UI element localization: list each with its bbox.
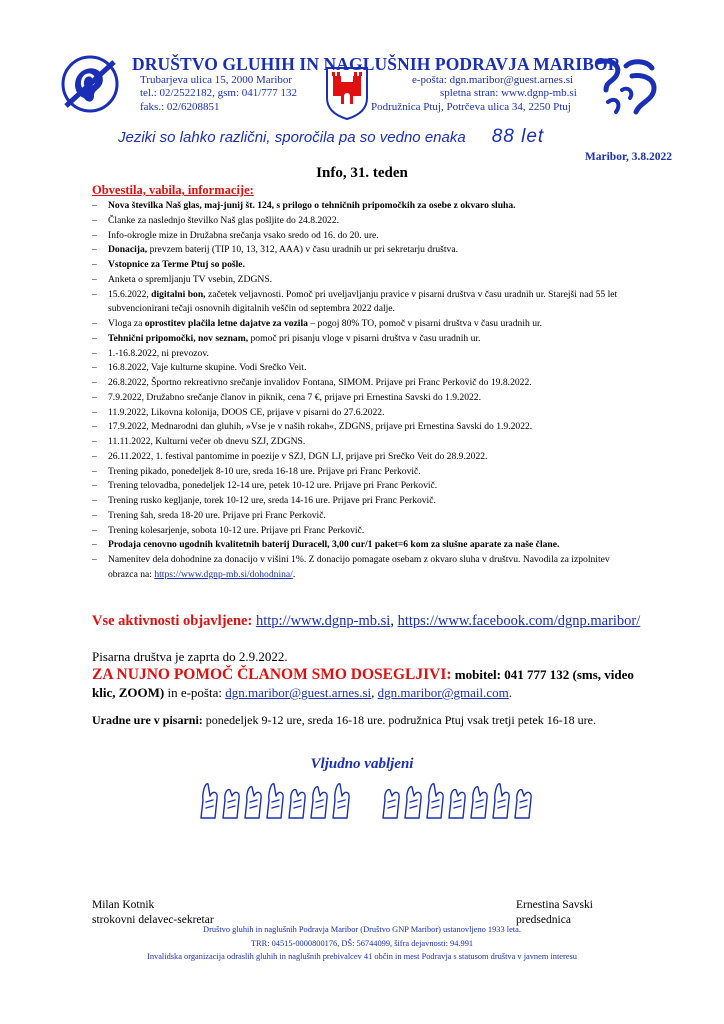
item-text: začetek veljavnosti. Pomoč pri uveljavljanju pravice v pisarni društva v času uradnih ur. Starejši nad 55 let subvencionirani tečaji osnovnih digitalnih veščin od septembra 2022 dalje. xyxy=(108,288,618,315)
list-item xyxy=(92,288,637,318)
list-item xyxy=(92,376,637,391)
list-item xyxy=(92,199,637,214)
hand-sign-icon xyxy=(383,790,399,818)
list-item xyxy=(92,479,637,494)
section-heading: Obvestila, vabila, informacije: xyxy=(92,183,254,197)
fingerspelling-hands-icon xyxy=(197,778,535,822)
announcements-list xyxy=(92,199,637,583)
greeting: Vljudno vabljeni xyxy=(310,756,414,772)
document-date: Maribor, 3.8.2022 xyxy=(584,151,672,163)
list-item xyxy=(92,553,637,583)
item-text: Trening telovadba, ponedeljek 12-14 ure, petek 10-12 ure. Prijave pri Franc Perkovič. xyxy=(108,480,438,492)
hand-finger-line xyxy=(476,800,483,808)
hand-finger-line xyxy=(454,800,461,808)
hand-sign-icon xyxy=(405,787,421,818)
list-item xyxy=(92,538,637,553)
item-bold-text: digitalni bon, xyxy=(151,288,206,300)
link-separator: , xyxy=(390,613,398,629)
list-item xyxy=(92,494,637,509)
footer-line-1: Društvo gluhih in naglušnih Podravja Maribor (Društvo GNP Maribor) ustanovljeno 1933 leta. xyxy=(203,925,521,934)
email-end: . xyxy=(508,685,513,700)
item-bold-text: Vstopnice za Terme Ptuj so pošle. xyxy=(108,259,245,270)
list-item xyxy=(92,406,637,421)
hand-finger-line xyxy=(250,800,257,808)
list-item xyxy=(92,524,637,539)
hand-finger-line xyxy=(338,800,345,808)
hand-finger-line xyxy=(388,800,395,808)
page-title: Info, 31. teden xyxy=(316,165,408,181)
urgent-email-prefix: in e-pošta: xyxy=(164,685,226,700)
hand-finger-line xyxy=(520,800,527,808)
signatory-left-name: Milan Kotnik xyxy=(92,899,155,911)
urgent-heading: ZA NUJNO POMOČ ČLANOM SMO DOSEGLJIVI: xyxy=(92,666,452,683)
header-email: e-pošta: dgn.maribor@guest.arnes.si xyxy=(412,74,574,86)
list-item xyxy=(92,391,637,406)
item-bold-text: Donacija, xyxy=(108,244,148,256)
list-item xyxy=(92,214,637,229)
hand-sign-icon xyxy=(449,790,465,818)
footer-line-3: Invalidska organizacija odraslih gluhih in naglušnih prebivalcev 41 občin in mest Podravja s statusom društva v javnem interesu xyxy=(147,952,577,961)
hand-finger-line xyxy=(432,800,439,808)
hand-sign-icon xyxy=(471,787,487,818)
item-bold-text: Nova številka Naš glas, maj-junij št. 124, s prilogo o tehničnih pripomočkih za osebe z okvaro sluha. xyxy=(108,200,516,211)
item-bold-text: Prodaja cenovno ugodnih kvalitetnih baterij Duracell, 3,00 cur/1 paket=6 kom za slušne aparate za naše člane. xyxy=(108,539,560,551)
hand-finger-line xyxy=(272,800,279,808)
dohodnina-link[interactable]: https://www.dgnp-mb.si/dohodnina/ xyxy=(154,568,293,580)
item-text: – pogoj 80% TO, pomoč v pisarni društva v času uradnih ur. xyxy=(307,318,543,329)
hand-sign-icon xyxy=(311,787,327,818)
hand-sign-icon xyxy=(223,790,239,818)
list-item xyxy=(92,317,637,332)
hand-sign-icon xyxy=(515,790,531,818)
item-text: 17.9.2022, Mednarodni dan gluhih, »Vse je v naših rokah«, ZDGNS, prijave pri Ernestina Savski do 1.9.2022. xyxy=(108,421,533,433)
email-separator: , xyxy=(371,685,378,700)
anniversary-years: 88 let xyxy=(491,126,545,147)
organization-name: DRUŠTVO GLUHIH IN NAGLUŠNIH PODRAVJA MARIBOR xyxy=(132,54,621,74)
item-text: 16.8.2022, Vaje kulturne skupine. Vodi Srečko Veit. xyxy=(108,362,307,374)
list-item xyxy=(92,273,637,288)
hand-finger-line xyxy=(498,800,505,808)
item-text: Info-okrogle mize in Družabna srečanja vsako sredo od 16. do 20. ure. xyxy=(108,229,379,241)
hand-sign-icon xyxy=(289,790,305,818)
list-item xyxy=(92,243,637,258)
hand-finger-line xyxy=(294,800,301,808)
item-text: 26.11.2022, 1. festival pantomime in poezije v SZJ, DGN LJ, prijave pri Srečko Veit do 28.9.2022. xyxy=(108,450,488,462)
signature-left xyxy=(92,898,214,928)
phone: tel.: 02/2522182, gsm: 041/777 132 xyxy=(140,87,298,99)
website-link[interactable]: http://www.dgnp-mb.si xyxy=(255,613,391,629)
office-hours xyxy=(92,713,596,728)
list-item xyxy=(92,361,637,376)
office-closed-note: Pisarna društva je zaprta do 2.9.2022. xyxy=(92,649,288,664)
urgent-contact xyxy=(92,666,652,702)
header-website: spletna stran: www.dgnp-mb.si xyxy=(440,87,577,99)
activities-label: Vse aktivnosti objavljene: xyxy=(92,613,253,629)
slogan xyxy=(118,126,544,148)
item-text: 11.11.2022, Kulturni večer ob dnevu SZJ, ZDGNS. xyxy=(108,436,306,447)
urgent-mobile: mobitel: 041 777 132 (sms, video klic, ZOOM) xyxy=(92,667,634,700)
list-item xyxy=(92,347,637,362)
signatory-left-role: strokovni delavec-sekretar xyxy=(92,914,214,926)
item-text: Trening šah, sreda 18-20 ure. Prijave pri Franc Perkovič. xyxy=(108,509,326,521)
item-bold-text: oprostitev plačila letne dajatve za vozila xyxy=(144,318,308,329)
item-end: . xyxy=(292,568,296,580)
facebook-link[interactable]: https://www.facebook.com/dgnp.maribor/ xyxy=(397,613,641,629)
list-item xyxy=(92,258,637,273)
hand-finger-line xyxy=(316,800,323,808)
item-bold-text: Tehnični pripomočki, nov seznam, xyxy=(108,332,249,344)
item-text: Trening rusko kegljanje, torek 10-12 ure, sreda 14-16 ure. Prijave pri Franc Perkovič. xyxy=(108,495,436,506)
footer-line-2: TRR: 04515-0000800176, DŠ: 56744099, šifra dejavnosti: 94.991 xyxy=(250,939,474,948)
list-item xyxy=(92,435,637,450)
item-text: 11.9.2022, Likovna kolonija, DOOS CE, prijave v pisarni do 27.6.2022. xyxy=(108,406,385,418)
list-item xyxy=(92,465,637,480)
hand-finger-line xyxy=(228,800,235,808)
item-text: Članke za naslednjo številko Naš glas pošljite do 24.8.2022. xyxy=(108,214,340,226)
office-hours-text: ponedeljek 9-12 ure, sreda 16-18 ure. podružnica Ptuj vsak tretji petek 16-18 ure. xyxy=(202,713,597,727)
office-hours-label: Uradne ure v pisarni: xyxy=(92,713,203,727)
fax: faks.: 02/6208851 xyxy=(140,101,220,113)
item-text: 7.9.2022, Družabno srečanje članov in piknik, cena 7 €, prijave pri Ernestina Savski do 1.9.2022. xyxy=(108,391,481,403)
hand-sign-icon xyxy=(245,787,261,818)
list-item xyxy=(92,509,637,524)
signatory-right-name: Ernestina Savski xyxy=(516,899,593,911)
list-item xyxy=(92,229,637,244)
item-text: Anketa o spremljanju TV vsebin, ZDGNS. xyxy=(108,273,273,285)
email-link-arnes[interactable]: dgn.maribor@guest.arnes.si xyxy=(225,685,372,700)
branch-address: Podružnica Ptuj, Potrčeva ulica 34, 2250 Ptuj xyxy=(371,101,571,113)
signatory-right-role: predsednica xyxy=(516,914,571,926)
item-text: Namenitev dela dohodnine za donacijo v višini 1%. Z donacijo pomagate osebam z okvaro sluha v društvu. Navodila za izpolnitev obrazca na: xyxy=(108,554,610,580)
list-item xyxy=(92,450,637,465)
item-text: Trening pikado, ponedeljek 8-10 ure, sreda 16-18 ure. Prijave pri Franc Perkovič. xyxy=(108,465,421,477)
ear-logo-icon xyxy=(58,54,122,114)
item-text: 1.-16.8.2022, ni prevozov. xyxy=(108,347,209,359)
slogan-text: Jeziki so lahko različni, sporočila pa so vedno enaka xyxy=(118,129,466,146)
address: Trubarjeva ulica 15, 2000 Maribor xyxy=(140,74,293,86)
list-item xyxy=(92,332,637,347)
activities-line xyxy=(92,613,640,630)
item-text: pomoč pri pisanju vloge v pisarni društva v času uradnih ur. xyxy=(248,332,481,344)
item-prefix: Vloga za xyxy=(108,318,145,329)
signature-right xyxy=(516,898,593,928)
item-text: prevzem baterij (TIP 10, 13, 312, AAA) v času uradnih ur pri sekretarju društva. xyxy=(147,244,458,256)
hand-finger-line xyxy=(410,800,417,808)
item-prefix: 15.6.2022, xyxy=(108,288,152,300)
item-text: Trening kolesarjenje, sobota 10-12 ure. Prijave pri Franc Perkovič. xyxy=(108,524,365,536)
hand-finger-line xyxy=(206,800,213,808)
item-text: 26.8.2022, Športno rekreativno srečanje invalidov Fontana, SIMOM. Prijave pri Franc Perkovič do 19.8.2022. xyxy=(108,377,532,388)
email-link-gmail[interactable]: dgn.maribor@gmail.com xyxy=(377,685,509,700)
list-item xyxy=(92,420,637,435)
